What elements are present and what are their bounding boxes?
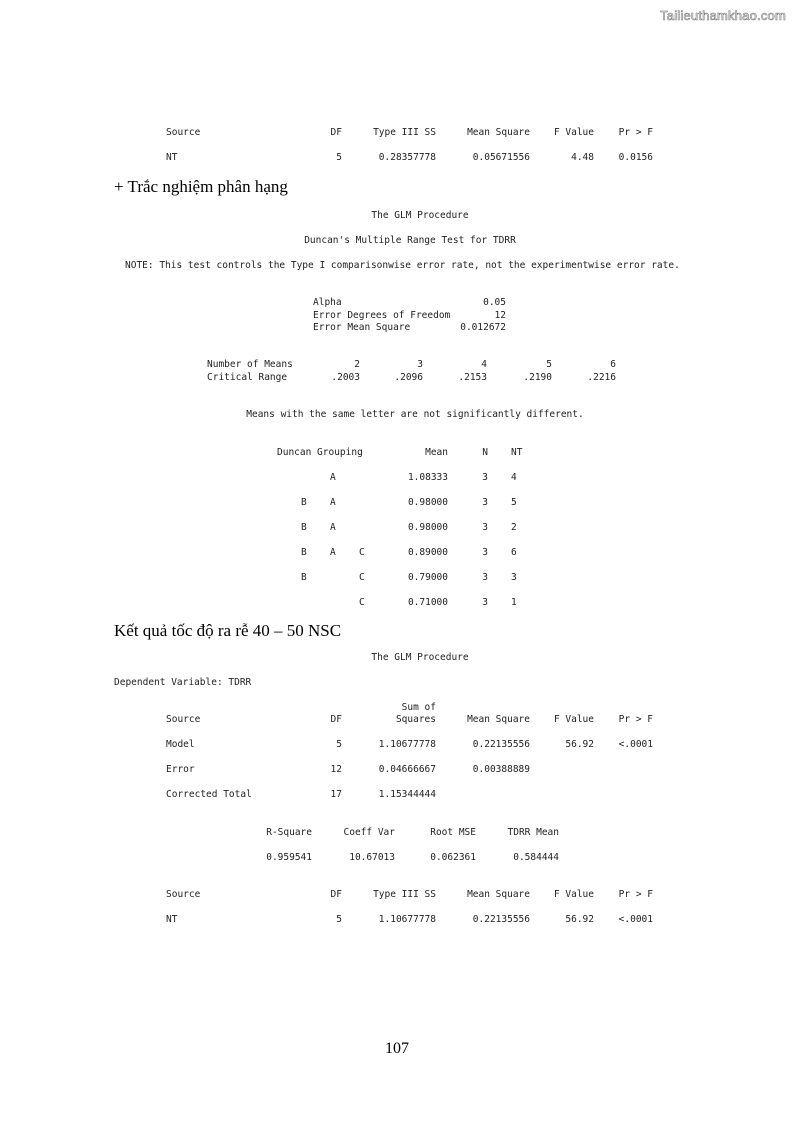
range-label: Critical Range [207,372,288,383]
fit-header-coeffvar: Coeff Var [343,827,395,838]
header-df: DF [330,127,342,138]
range-3: .2096 [394,372,423,383]
fit-header-rsquare: R-Square [266,827,312,838]
header-f-value: F Value [553,714,594,725]
param-mse-label: Error Mean Square [313,322,411,333]
header-source: Source [166,889,201,900]
row-df: 12 [330,764,342,775]
group-letter-b: B [301,547,307,558]
group-mean: 1.08333 [407,472,448,483]
row-ss: 0.04666667 [378,764,436,775]
group-nt: 4 [511,472,517,483]
group-mean: 0.79000 [407,572,448,583]
group-nt: 2 [511,522,517,533]
group-nt: 5 [511,497,517,508]
row-type3ss: 0.28357778 [378,152,436,163]
range-6: .2216 [587,372,616,383]
group-n: 3 [482,522,488,533]
header-df: DF [330,714,342,725]
header-pr-f: Pr > F [618,127,653,138]
row-df: 5 [336,739,342,750]
row-source: Model [166,739,195,750]
row-source: NT [166,914,178,925]
means-3: 3 [417,359,423,370]
header-squares: Squares [395,714,436,725]
header-mean-square: Mean Square [467,127,530,138]
group-letter-c: C [359,547,365,558]
group-letter-b: B [301,522,307,533]
row-pr-f: <.0001 [618,739,653,750]
param-alpha-label: Alpha [313,297,342,308]
means-label: Number of Means [207,359,293,370]
means-2: 2 [354,359,360,370]
param-mse-value: 0.012672 [460,322,506,333]
fit-mean: 0.584444 [513,852,559,863]
group-header-mean: Mean [425,447,448,458]
row-mean-square: 0.22135556 [472,739,530,750]
row-pr-f: 0.0156 [618,152,653,163]
group-header-n: N [482,447,488,458]
group-nt: 6 [511,547,517,558]
group-n: 3 [482,572,488,583]
group-mean: 0.98000 [407,522,448,533]
section-heading-duncan: + Trắc nghiệm phân hạng [114,177,288,196]
group-letter-c: C [359,572,365,583]
watermark: Tailieuthamkhao.com [660,8,786,23]
page-number: 107 [385,1040,409,1057]
group-mean: 0.71000 [407,597,448,608]
param-df-value: 12 [494,310,506,321]
param-df-label: Error Degrees of Freedom [313,310,451,321]
group-n: 3 [482,547,488,558]
proc-title-2: The GLM Procedure [371,652,469,663]
range-5: .2190 [523,372,552,383]
row-df: 5 [336,152,342,163]
row-f-value: 56.92 [565,914,594,925]
letter-note: Means with the same letter are not significantly different. [246,409,584,420]
header-mean-square: Mean Square [467,889,530,900]
group-letter-a: A [330,472,336,483]
row-ss: 1.10677778 [378,739,436,750]
fit-coeffvar: 10.67013 [349,852,395,863]
row-f-value: 56.92 [565,739,594,750]
fit-rsquare: 0.959541 [266,852,312,863]
test-title: Duncan's Multiple Range Test for TDRR [304,235,516,246]
group-header-grouping: Duncan Grouping [277,447,363,458]
group-letter-c: C [359,597,365,608]
header-source: Source [166,127,201,138]
header-df: DF [330,889,342,900]
range-2: .2003 [331,372,360,383]
group-nt: 1 [511,597,517,608]
row-source: Error [166,764,195,775]
group-letter-b: B [301,572,307,583]
group-n: 3 [482,597,488,608]
fit-header-rootmse: Root MSE [430,827,476,838]
header-pr-f: Pr > F [618,889,653,900]
row-ss: 1.15344444 [378,789,436,800]
group-nt: 3 [511,572,517,583]
group-n: 3 [482,472,488,483]
group-letter-a: A [330,547,336,558]
header-pr-f: Pr > F [618,714,653,725]
range-4: .2153 [458,372,487,383]
group-letter-b: B [301,497,307,508]
row-source: NT [166,152,178,163]
means-5: 5 [546,359,552,370]
proc-title: The GLM Procedure [371,210,469,221]
header-source: Source [166,714,201,725]
group-mean: 0.89000 [407,547,448,558]
section-heading-results: Kết quả tốc độ ra rễ 40 – 50 NSC [114,621,342,640]
header-sum-of: Sum of [401,702,436,713]
row-mean-square: 0.22135556 [472,914,530,925]
group-letter-a: A [330,522,336,533]
fit-header-mean: TDRR Mean [507,827,559,838]
row-df: 5 [336,914,342,925]
row-pr-f: <.0001 [618,914,653,925]
header-f-value: F Value [553,127,594,138]
row-source: Corrected Total [166,789,252,800]
param-alpha-value: 0.05 [483,297,506,308]
group-n: 3 [482,497,488,508]
header-mean-square: Mean Square [467,714,530,725]
row-type3ss: 1.10677778 [378,914,436,925]
row-f-value: 4.48 [571,152,594,163]
group-mean: 0.98000 [407,497,448,508]
dependent-variable: Dependent Variable: TDRR [114,677,252,688]
group-header-nt: NT [511,447,523,458]
fit-rootmse: 0.062361 [430,852,476,863]
header-type3ss: Type III SS [373,889,436,900]
group-letter-a: A [330,497,336,508]
header-type3ss: Type III SS [373,127,436,138]
row-mean-square: 0.05671556 [472,152,530,163]
means-6: 6 [610,359,616,370]
row-mean-square: 0.00388889 [472,764,530,775]
means-4: 4 [481,359,487,370]
header-f-value: F Value [553,889,594,900]
row-df: 17 [330,789,342,800]
note-text: NOTE: This test controls the Type I comparisonwise error rate, not the experimentwise error rate. [125,260,680,271]
